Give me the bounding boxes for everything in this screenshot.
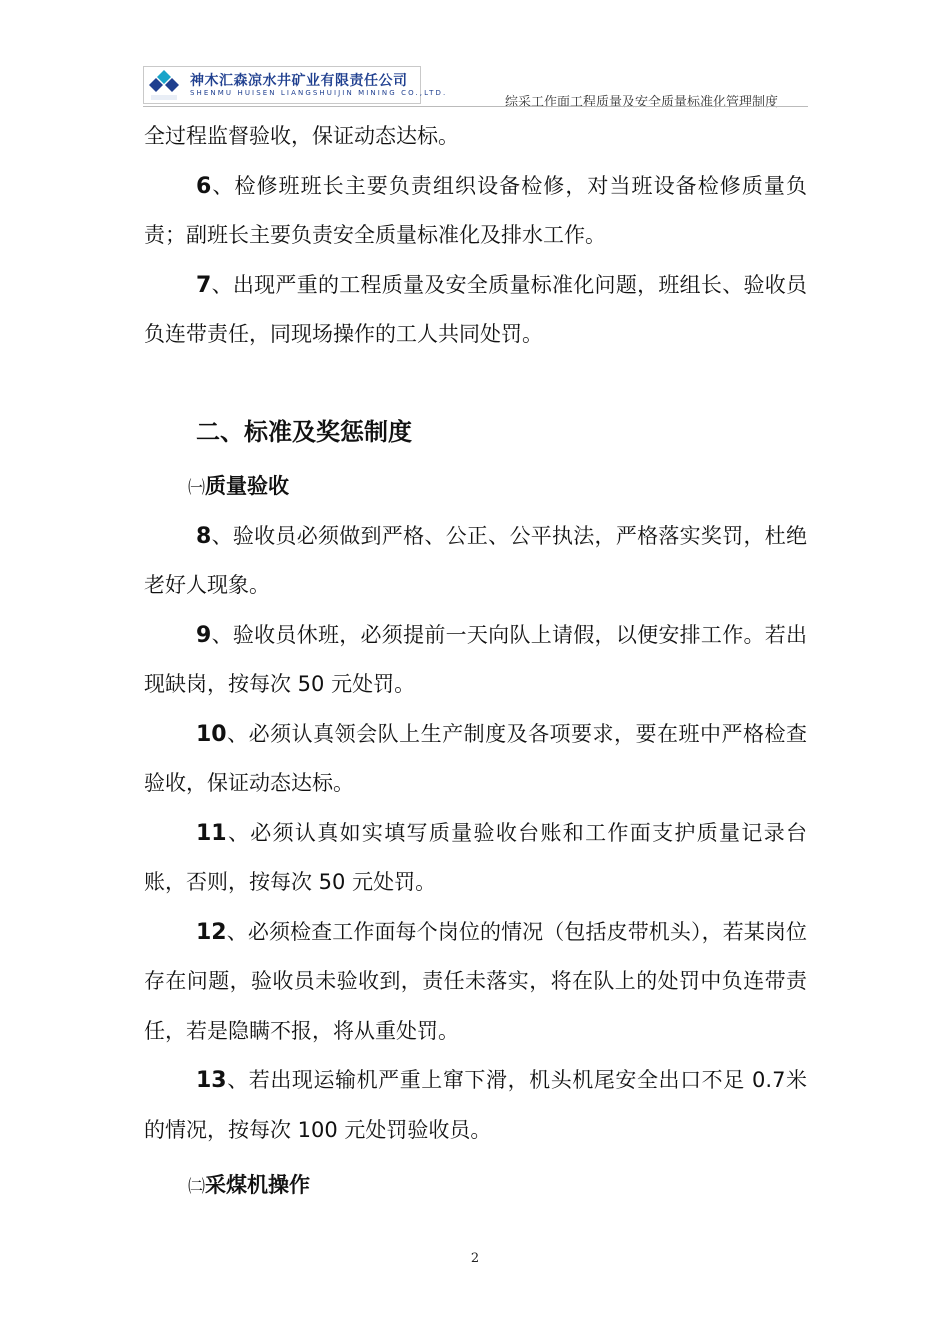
item-number: 7 xyxy=(196,272,212,298)
page-header xyxy=(143,66,808,108)
list-item xyxy=(144,809,807,908)
list-item xyxy=(144,908,807,1057)
paragraph-continuation: 全过程监督验收，保证动态达标。 xyxy=(144,124,459,148)
list-item xyxy=(144,162,807,261)
item-separator: 、 xyxy=(226,919,248,944)
list-item xyxy=(144,1056,807,1155)
item-separator: 、 xyxy=(226,1068,249,1092)
item-text: 必须认真如实填写质量验收台账和工作面支护质量记录台账，否则，按每次 50 元处罚。 xyxy=(144,820,808,894)
logo-company-name-cn: 神木汇森凉水井矿业有限责任公司 xyxy=(190,73,408,89)
logo-emblem-icon xyxy=(149,69,179,101)
item-text: 验收员必须做到严格、公正、公平执法，严格落实奖罚，杜绝老好人现象。 xyxy=(144,523,808,597)
subsection-heading xyxy=(144,1161,807,1211)
header-divider xyxy=(143,106,808,107)
list-item xyxy=(144,710,807,809)
item-number: 9 xyxy=(196,622,212,648)
item-text: 验收员休班，必须提前一天向队上请假，以便安排工作。若出现缺岗，按每次 50 元处罚。 xyxy=(144,622,808,696)
item-number: 12 xyxy=(196,919,227,945)
list-item xyxy=(144,611,807,710)
list-item xyxy=(144,512,807,611)
item-separator: 、 xyxy=(226,820,251,845)
item-separator: 、 xyxy=(211,272,233,297)
list-item xyxy=(144,261,807,360)
item-text: 若出现运输机严重上窜下滑，机头机尾安全出口不足 0.7米的情况，按每次 100 元处罚验收员。 xyxy=(144,1068,807,1142)
page-number: 2 xyxy=(470,1251,480,1266)
subsection-marker: ㈡ xyxy=(188,1177,205,1197)
subsection-marker: ㈠ xyxy=(188,477,205,498)
company-logo xyxy=(143,66,448,104)
document-body xyxy=(144,112,807,1211)
item-number: 11 xyxy=(196,820,227,846)
item-text: 必须认真领会队上生产制度及各项要求，要在班中严格检查验收，保证动态达标。 xyxy=(144,721,808,795)
item-number: 6 xyxy=(196,173,212,199)
subsection-heading xyxy=(144,462,807,512)
item-separator: 、 xyxy=(211,173,235,198)
document-title: 综采工作面工程质量及安全质量标准化管理制度 xyxy=(504,95,778,110)
subsection-title: 质量验收 xyxy=(205,473,289,498)
section-heading: 二、标准及奖惩制度 xyxy=(196,417,412,446)
logo-company-name-en: SHENMU HUISEN LIANGSHUIJIN MINING CO.,LTD. xyxy=(190,89,448,97)
item-text: 必须检查工作面每个岗位的情况（包括皮带机头），若某岗位存在问题，验收员未验收到，责任未落实，将在队上的处罚中负连带责任，若是隐瞒不报，将从重处罚。 xyxy=(144,919,808,1043)
item-number: 13 xyxy=(196,1068,227,1093)
item-text: 检修班班长主要负责组织设备检修，对当班设备检修质量负责；副班长主要负责安全质量标准化及排水工作。 xyxy=(144,173,807,247)
item-separator: 、 xyxy=(211,622,233,647)
item-separator: 、 xyxy=(211,523,233,548)
item-text: 出现严重的工程质量及安全质量标准化问题，班组长、验收员负连带责任，同现场操作的工人共同处罚。 xyxy=(144,272,808,346)
item-number: 10 xyxy=(196,721,227,747)
item-separator: 、 xyxy=(226,721,249,746)
item-number: 8 xyxy=(196,523,212,549)
subsection-title: 采煤机操作 xyxy=(205,1173,310,1197)
